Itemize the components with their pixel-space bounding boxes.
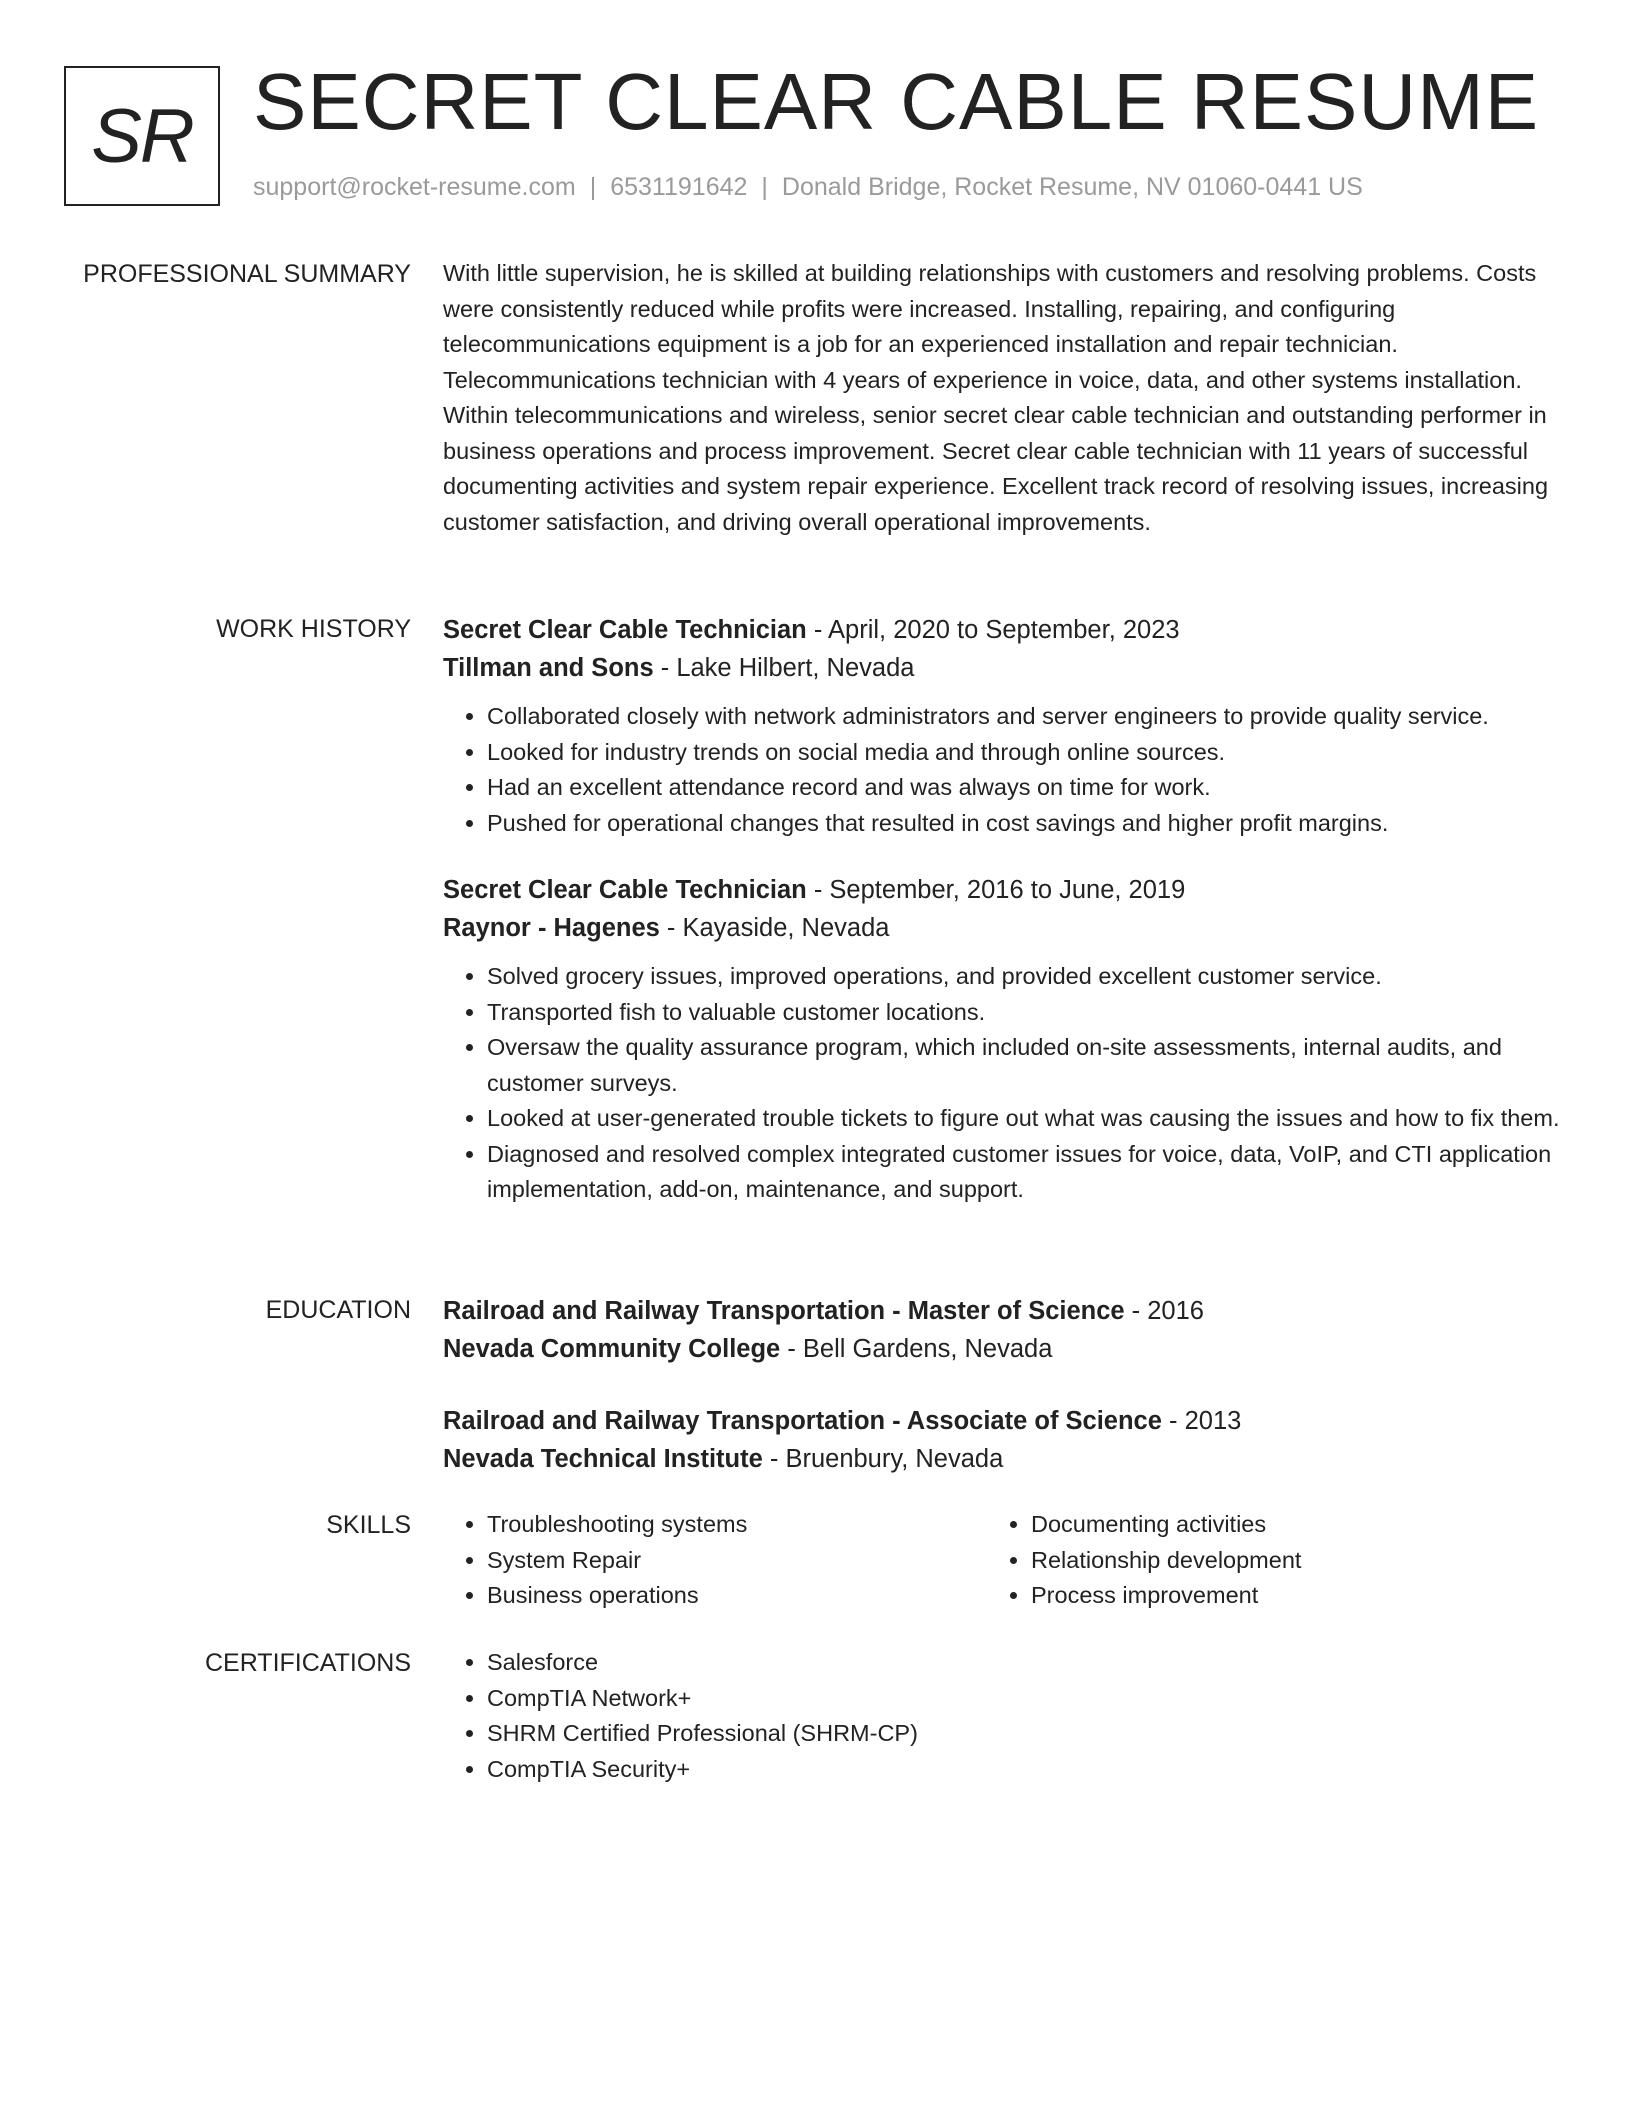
education-degree-line <box>443 1292 1563 1330</box>
skills-grid <box>443 1507 1563 1614</box>
job-bullet: • Oversaw the quality assurance program, which included on-site assessments, internal audits, and customer surveys. <box>487 1030 1563 1101</box>
section-label-summary: PROFESSIONAL SUMMARY <box>83 260 411 288</box>
job-company-line <box>443 909 1563 947</box>
job-bullet: • Transported fish to valuable customer locations. <box>487 995 1563 1031</box>
job-dates: - April, 2020 to September, 2023 <box>806 616 1180 644</box>
job-bullet: • Had an excellent attendance record and was always on time for work. <box>487 770 1563 806</box>
certifications-list <box>443 1645 1563 1787</box>
job-title-line <box>443 871 1563 909</box>
job-title: Secret Clear Cable Technician <box>443 876 807 904</box>
job-dates: - September, 2016 to June, 2019 <box>806 876 1186 904</box>
skills-list-left <box>443 1507 987 1614</box>
certification-item: • Salesforce <box>487 1645 1563 1681</box>
education-school-line <box>443 1330 1563 1368</box>
education-body <box>443 1292 1563 1512</box>
job-bullet: • Collaborated closely with network administrators and server engineers to provide quality service. <box>487 699 1563 735</box>
section-label-certifications: CERTIFICATIONS <box>204 1649 411 1677</box>
contact-line <box>253 173 1363 202</box>
job-company: Raynor - Hagenes <box>443 914 660 942</box>
job-location: - Lake Hilbert, Nevada <box>653 654 915 682</box>
job-company-line <box>443 649 1563 687</box>
skill-item: • Troubleshooting systems <box>487 1507 987 1543</box>
certifications-body <box>443 1645 1563 1787</box>
contact-email[interactable]: support@rocket-resume.com <box>253 173 576 201</box>
resume-title: SECRET CLEAR CABLE RESUME <box>253 57 1540 146</box>
education-degree: Railroad and Railway Transportation - Master of Science <box>443 1297 1125 1325</box>
job-location: - Kayaside, Nevada <box>659 914 890 942</box>
certification-item: • CompTIA Network+ <box>487 1681 1563 1717</box>
contact-separator: | <box>589 173 597 201</box>
contact-phone[interactable]: 6531191642 <box>610 173 748 201</box>
summary-text: With little supervision, he is skilled at building relationships with customers and resolving problems. Costs were consistently reduced while profits were increased. Installing, repairing, and configuring telecommunications equipment is a job for an experienced installation and repair technician. Telecommunications technician with 4 years of experience in voice, data, and other systems installation. Within telecommunications and wireless, senior secret clear cable technician and outstanding performer in business operations and process improvement. Secret clear cable technician with 11 years of successful documenting activities and system repair experience. Excellent track record of resolving issues, increasing customer satisfaction, and driving overall operational improvements. <box>443 260 1549 535</box>
monogram-badge: SR <box>64 66 220 206</box>
skill-item: • Documenting activities <box>1031 1507 1531 1543</box>
summary-body <box>443 256 1563 540</box>
job-bullet: • Diagnosed and resolved complex integrated customer issues for voice, data, VoIP, and CTI application implementation, add-on, maintenance, and support. <box>487 1137 1563 1208</box>
education-year: - 2013 <box>1161 1407 1242 1435</box>
job-entry <box>443 871 1563 1208</box>
education-degree-line <box>443 1402 1563 1440</box>
education-degree: Railroad and Railway Transportation - Associate of Science <box>443 1407 1162 1435</box>
job-title: Secret Clear Cable Technician <box>443 616 807 644</box>
job-title-line <box>443 611 1563 649</box>
education-location: - Bell Gardens, Nevada <box>780 1335 1053 1363</box>
work-history-body <box>443 611 1563 1238</box>
job-bullet: • Looked at user-generated trouble tickets to figure out what was causing the issues and how to fix them. <box>487 1101 1563 1137</box>
contact-separator: | <box>761 173 768 201</box>
skill-item: • Relationship development <box>1031 1543 1531 1579</box>
job-bullet-list <box>443 959 1563 1208</box>
education-entry <box>443 1292 1563 1368</box>
section-label-skills: SKILLS <box>326 1511 411 1539</box>
section-label-work-history: WORK HISTORY <box>216 615 411 643</box>
education-school: Nevada Community College <box>443 1335 781 1363</box>
education-location: - Bruenbury, Nevada <box>762 1445 1004 1473</box>
education-year: - 2016 <box>1124 1297 1204 1325</box>
job-bullet: • Solved grocery issues, improved operations, and provided excellent customer service. <box>487 959 1563 995</box>
skill-item: • System Repair <box>487 1543 987 1579</box>
skills-list-right <box>987 1507 1531 1614</box>
education-entry <box>443 1402 1563 1478</box>
education-school-line <box>443 1440 1563 1478</box>
contact-address: Donald Bridge, Rocket Resume, NV 01060-0441 US <box>781 173 1363 201</box>
job-bullet-list <box>443 699 1563 841</box>
job-company: Tillman and Sons <box>443 654 654 682</box>
education-school: Nevada Technical Institute <box>443 1445 763 1473</box>
skills-body <box>443 1507 1563 1614</box>
certification-item: • CompTIA Security+ <box>487 1752 1563 1788</box>
job-bullet: • Looked for industry trends on social media and through online sources. <box>487 735 1563 771</box>
job-bullet: • Pushed for operational changes that resulted in cost savings and higher profit margins. <box>487 806 1563 842</box>
skill-item: • Process improvement <box>1031 1578 1531 1614</box>
skill-item: • Business operations <box>487 1578 987 1614</box>
job-entry <box>443 611 1563 841</box>
section-label-education: EDUCATION <box>265 1296 411 1324</box>
certification-item: • SHRM Certified Professional (SHRM-CP) <box>487 1716 1563 1752</box>
